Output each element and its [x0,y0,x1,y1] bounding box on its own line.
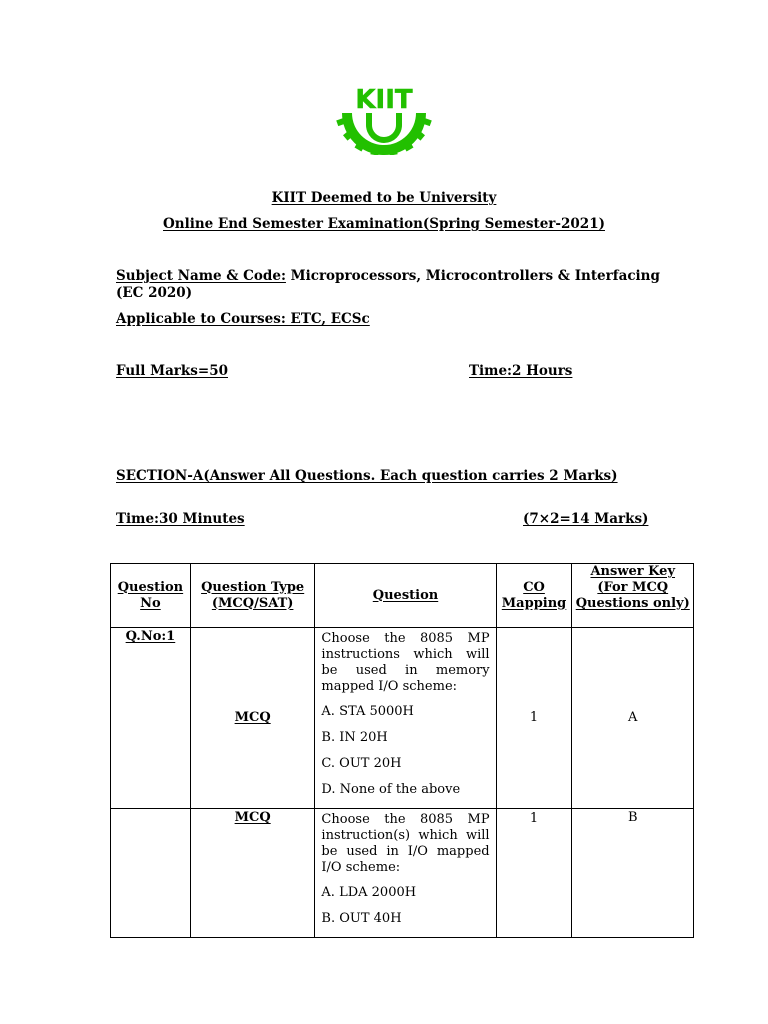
university-title: KIIT Deemed to be University [271,190,497,206]
option-a: A. STA 5000H [321,704,414,719]
option-d: D. None of the above [321,782,461,797]
question-table [110,563,694,938]
option-b: B. IN 20H [321,730,388,745]
header-question: Question [315,564,496,628]
co-mapping: 1 [496,628,572,809]
header-question-no: Question No [111,564,191,628]
question-type: MCQ [234,810,271,825]
kiit-logo [334,83,434,155]
total-time: Time:2 Hours [469,363,573,379]
question-cell [315,628,496,809]
question-stem: Choose the 8085 MP instruction(s) which will be used in I/O mapped I/O scheme: [321,812,490,875]
option-c: C. OUT 20H [321,756,402,771]
question-type: MCQ [234,710,271,725]
answer-key: A [572,628,694,809]
co-mapping: 1 [496,809,572,938]
table-row [111,809,694,938]
table-row [111,628,694,809]
question-cell [315,809,496,938]
header-answer-key: Answer Key (For MCQ Questions only) [572,564,694,628]
subject-code: (EC 2020) [116,285,193,301]
section-time: Time:30 Minutes [116,511,245,527]
header-co-mapping: CO Mapping [496,564,572,628]
table-header-row [111,564,694,628]
answer-key: B [572,809,694,938]
question-stem: Choose the 8085 MP instructions which will be used in memory mapped I/O scheme: [321,631,490,694]
section-marks: (7×2=14 Marks) [523,511,649,527]
applicable-courses: Applicable to Courses: ETC, ECSc [116,311,370,327]
exam-title: Online End Semester Examination(Spring Semester-2021) [163,216,605,232]
header-question-type: Question Type (MCQ/SAT) [190,564,315,628]
question-number: Q.No:1 [125,629,176,644]
section-title: SECTION-A(Answer All Questions. Each question carries 2 Marks) [116,468,618,484]
option-b: B. OUT 40H [321,911,402,926]
logo-text: KIIT [355,85,413,115]
subject-line [116,268,660,284]
full-marks: Full Marks=50 [116,363,228,379]
subject-value: Microprocessors, Microcontrollers & Interfacing [285,268,660,284]
subject-label: Subject Name & Code: [116,268,286,284]
option-a: A. LDA 2000H [321,885,417,900]
